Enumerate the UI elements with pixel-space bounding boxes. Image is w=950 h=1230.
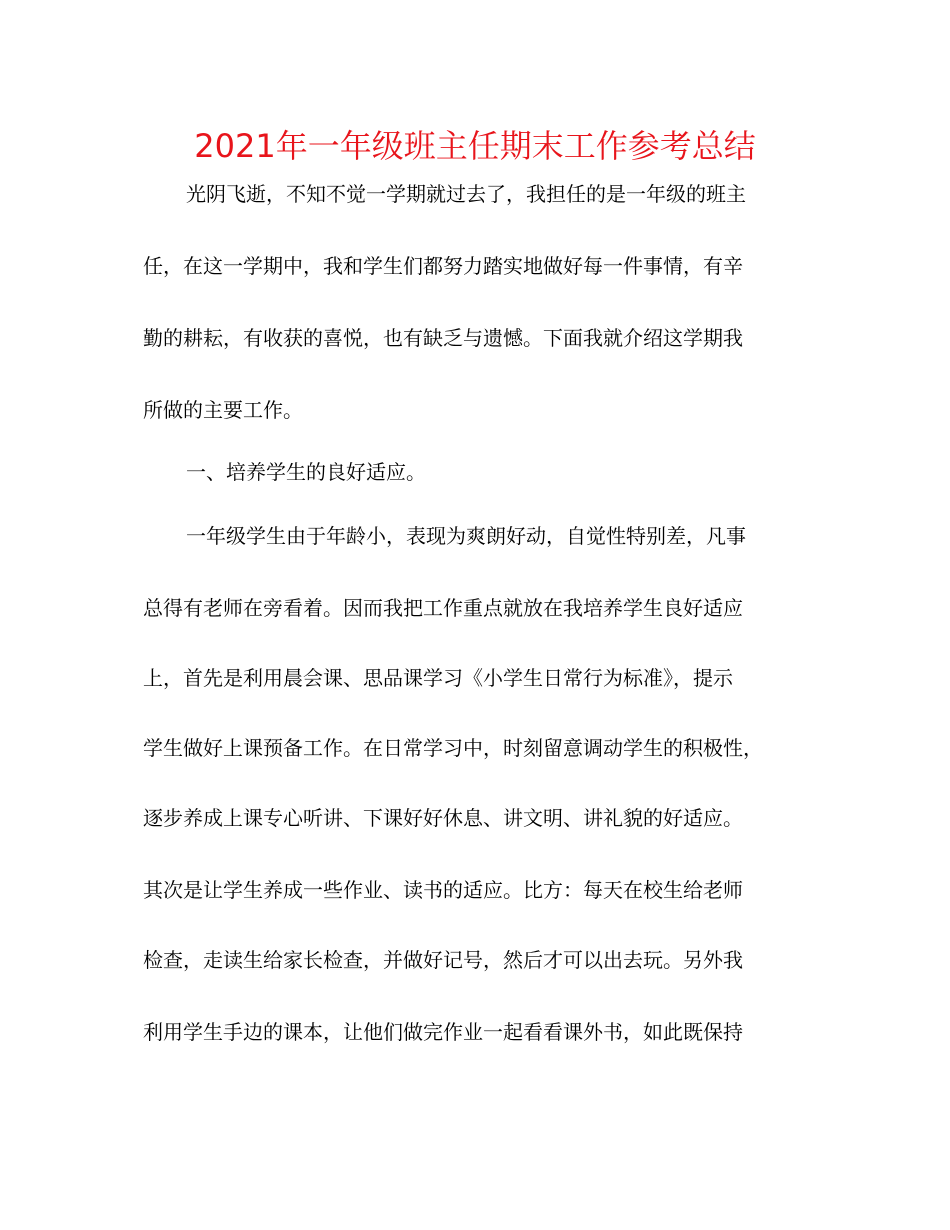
paragraph-line: 光阴飞逝，不知不觉一学期就过去了，我担任的是一年级的班主 (186, 182, 746, 206)
paragraph-line: 勤的耕耘，有收获的喜悦，也有缺乏与遗憾。下面我就介绍这学期我 (143, 326, 743, 350)
paragraph-line: 所做的主要工作。 (143, 398, 303, 422)
paragraph-line: 上，首先是利用晨会课、思品课学习《小学生日常行为标准》，提示 (143, 666, 733, 690)
paragraph-line: 一年级学生由于年龄小，表现为爽朗好动，自觉性特别差，凡事 (186, 524, 746, 548)
paragraph-line: 总得有老师在旁看着。因而我把工作重点就放在我培养学生良好适应 (143, 596, 743, 620)
paragraph-line: 利用学生手边的课本，让他们做完作业一起看看课外书，如此既保持 (143, 1020, 743, 1044)
paragraph-line: 任，在这一学期中，我和学生们都努力踏实地做好每一件事情，有辛 (143, 254, 743, 278)
paragraph-line: 学生做好上课预备工作。在日常学习中，时刻留意调动学生的积极性， (143, 736, 763, 760)
paragraph-line: 其次是让学生养成一些作业、读书的适应。比方：每天在校生给老师 (143, 878, 743, 902)
document-title: 2021年一年级班主任期末工作参考总结 (194, 127, 756, 165)
paragraph-line: 检查，走读生给家长检查，并做好记号，然后才可以出去玩。另外我 (143, 948, 743, 972)
section-heading: 一、培养学生的良好适应。 (186, 460, 426, 484)
paragraph-line: 逐步养成上课专心听讲、下课好好休息、讲文明、讲礼貌的好适应。 (143, 806, 743, 830)
